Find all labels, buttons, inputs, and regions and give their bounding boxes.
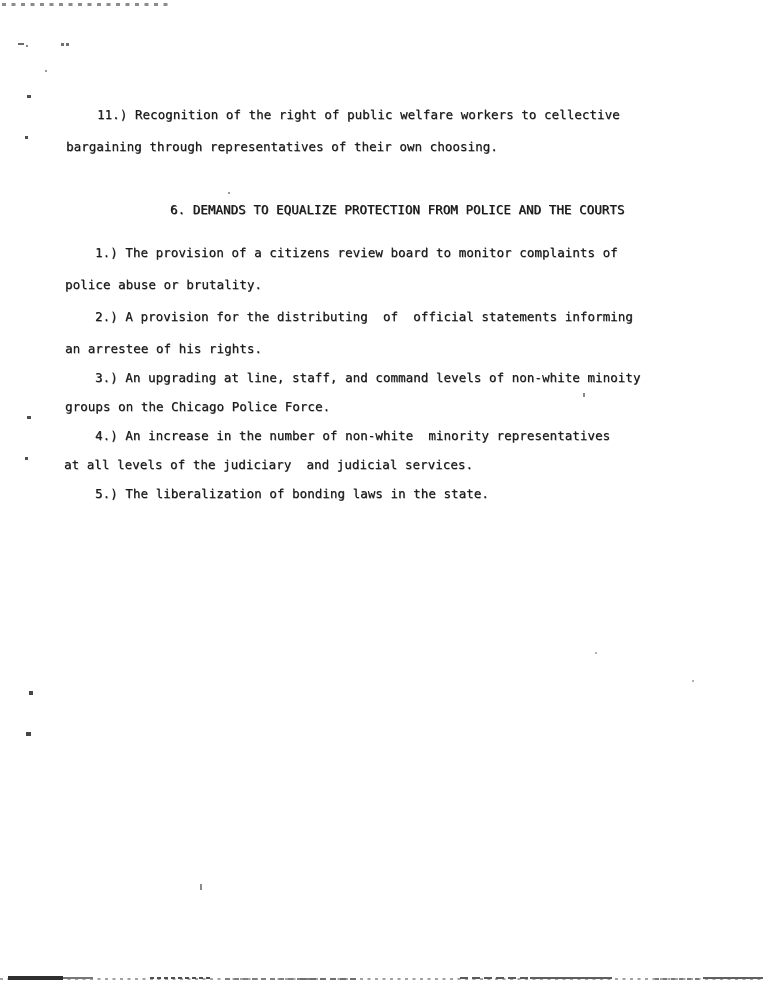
bottom-edge-segment <box>225 978 310 980</box>
scan-speck <box>200 884 202 890</box>
demand-3-line-1: 3.) An upgrading at line, staff, and command levels of non-white minoity <box>95 370 641 385</box>
bottom-edge-segment <box>703 977 763 979</box>
welfare-item-line-2: bargaining through representatives of their own choosing. <box>66 139 498 154</box>
scan-speck <box>45 70 47 72</box>
section-heading: 6. DEMANDS TO EQUALIZE PROTECTION FROM POLICE AND THE COURTS <box>170 202 625 217</box>
scan-speck <box>25 136 28 139</box>
bottom-edge-segment <box>300 978 360 980</box>
scan-speck <box>27 416 31 419</box>
bottom-edge-dark-segment <box>8 976 63 980</box>
scan-speck <box>692 680 694 682</box>
demand-1-line-2: police abuse or brutality. <box>65 277 262 292</box>
scan-speck <box>583 393 585 397</box>
demand-2-line-2: an arrestee of his rights. <box>65 341 262 356</box>
demand-5-line-1: 5.) The liberalization of bonding laws in the state. <box>95 486 489 501</box>
bottom-edge-segment <box>530 977 610 979</box>
demand-3-line-2: groups on the Chicago Police Force. <box>65 399 331 414</box>
scan-speck <box>66 43 69 46</box>
scan-speck <box>26 732 31 736</box>
top-perforation-dots <box>2 3 172 6</box>
bottom-edge-segment <box>150 977 212 979</box>
bottom-edge-segment <box>63 977 93 979</box>
demand-4-line-2: at all levels of the judiciary and judicial services. <box>64 457 474 472</box>
scan-speck <box>595 652 597 654</box>
demand-1-line-1: 1.) The provision of a citizens review board to monitor complaints of <box>95 245 618 260</box>
scan-speck <box>228 192 230 194</box>
scan-speck <box>61 43 64 46</box>
scan-speck <box>26 45 28 47</box>
demand-2-line-1: 2.) A provision for the distributing of official statements informing <box>95 309 633 324</box>
bottom-edge-segment <box>655 978 700 980</box>
welfare-item-line-1: 11.) Recognition of the right of public welfare workers to cellective <box>97 107 620 122</box>
bottom-page-edge-line <box>0 978 763 980</box>
demand-4-line-1: 4.) An increase in the number of non-white minority representatives <box>95 428 611 443</box>
scan-speck <box>27 95 31 98</box>
scan-speck <box>25 457 28 460</box>
scan-speck <box>18 43 24 45</box>
scan-speck <box>29 691 33 695</box>
